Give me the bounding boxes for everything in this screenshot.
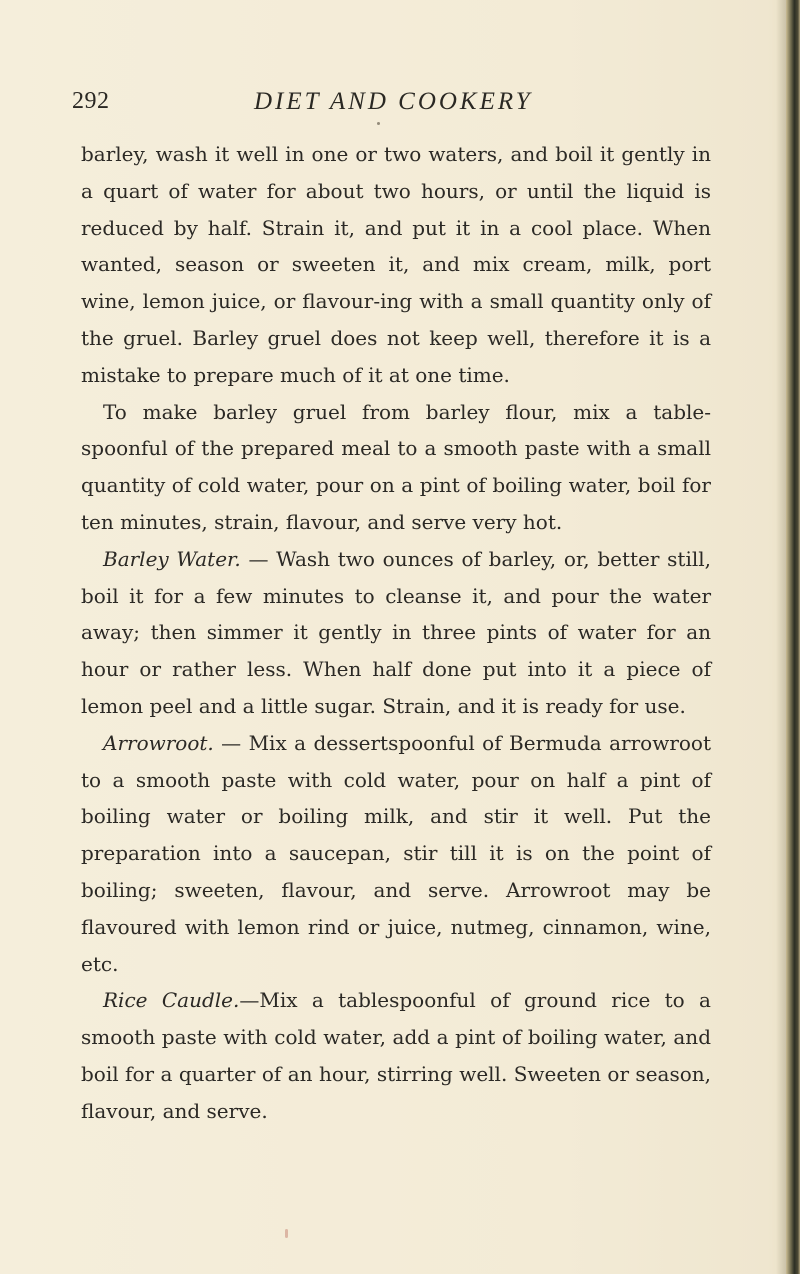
running-title: DIET AND COOKERY [254,88,533,115]
paragraph-text: — Wash two ounces of barley, or, better still, boil it for a few minutes to cleanse it, and pour the water away; then simmer it gently in three pints of water for an hour or rather less. When half done put into it a piece of lemon peel and a little sugar. Strain, and it is ready for use. [81,546,712,718]
recipe-title: Arrowroot. [103,730,214,755]
recipe-title: Rice Caudle. [103,988,240,1013]
ink-mark [285,1229,288,1238]
book-spine-edge [786,0,800,1274]
paragraph-text: —Mix a tablespoonful of ground rice to a smooth paste with cold water, add a pint of boiling water, and boil for a quarter of an hour, stirring well. Sweeten or season, flavour, and serve. [81,988,711,1123]
recipe-rice-caudle [81,982,711,1129]
paragraph-text: — Mix a dessertspoonful of Bermuda arrowroot to a smooth paste with cold water, pour on half a pint of boiling water or boiling milk, and stir it well. Put the preparation into a saucepan, stir till it is on the point of boiling; sweeten, flavour, and serve. Arrowroot may be flavoured with lemon rind or juice, nutmeg, cinnamon, wine, etc. [81,730,711,976]
page-header [72,88,752,128]
recipe-arrowroot [81,725,711,983]
paragraph-text: To make barley gruel from barley flour, mix a table-spoonful of the prepared meal to a smooth paste with a small quantity of cold water, pour on a pint of boiling water, boil for ten minutes, strain, flavour, and serve very hot. [81,399,711,534]
recipe-barley-water [81,541,711,725]
body-text [81,136,711,1130]
print-speck [377,122,380,125]
recipe-title: Barley Water. [103,546,241,571]
paragraph-text: barley, wash it well in one or two waters, and boil it gently in a quart of water for about two hours, or until the liquid is reduced by half. Strain it, and put it in a cool place. When wanted, season or sweeten it, and mix cream, milk, port wine, lemon juice, or flavour-ing with a small quantity only of the gruel. Barley gruel does not keep well, therefore it is a mistake to prepare much of it at one time. [81,142,711,387]
page-number: 292 [72,88,110,114]
paragraph-barley-gruel-continued [81,136,711,394]
paragraph-barley-flour [81,394,711,541]
